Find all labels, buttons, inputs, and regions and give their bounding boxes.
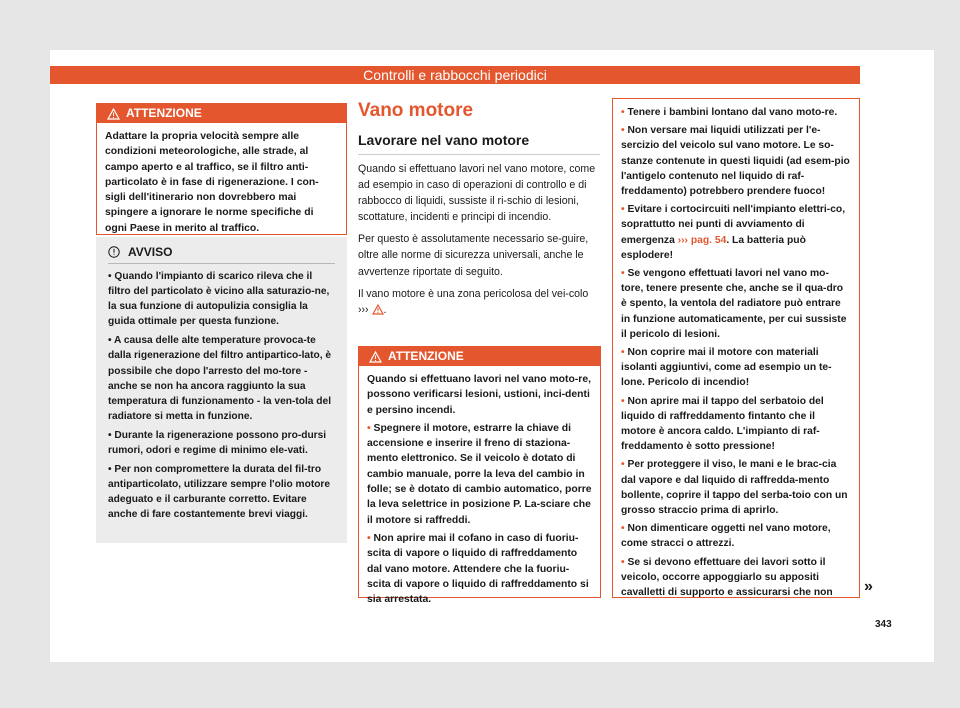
- right-warning-bullet: • Non dimenticare oggetti nel vano motore, come stracci o attrezzi.: [621, 523, 831, 550]
- left-warning-box: [96, 103, 347, 235]
- avviso-bullet: • A causa delle alte temperature provoca-te dalla rigenerazione del filtro antipartico-lato, è possibile che dopo l'arresto del mo-tore - anche se non ha ancora raggiunto la sua temperatura di funzionamento - la ven-tola del radiatore si metta in funzione.: [108, 335, 332, 422]
- right-warning-bullet: • Non versare mai liquidi utilizzati per l'e-sercizio del veicolo sul vano motore. Le so-stanze contenute in questi liquidi (ad esem-pio l'antigelo contenuto nel liquido di raf-freddamento) potrebbero prendere fuoco!: [621, 125, 850, 198]
- middle-warning-body: [359, 366, 600, 616]
- left-warning-heading: ATTENZIONE: [126, 106, 202, 120]
- info-circle-icon: [108, 246, 120, 258]
- page-header: Controlli e rabbocchi periodici: [50, 66, 860, 84]
- left-warning-header: [97, 104, 346, 123]
- right-warning-bullet: • Se si devono effettuare dei lavori sotto il veicolo, occorre appoggiarlo su appositi cavalletti di supporto e assicurarsi che non: [621, 556, 833, 599]
- middle-warning-bullet: • Spegnere il motore, estrarre la chiave di accensione e inserire il freno di staziona-mento elettronico. Se il veicolo è dotato di cambio manuale, porre la leva del cambio in folle; se è dotato di cambio automatico, porre la leva selettrice in posizione P. La-sciare che il motore si raffreddi.: [367, 422, 592, 526]
- avviso-box: [96, 237, 347, 543]
- body-paragraph: Per questo è assolutamente necessario se-guire, oltre alle norme di sicurezza universali, anche le avvertenze riportate di seguito.: [358, 233, 589, 278]
- avviso-heading: AVVISO: [128, 245, 173, 259]
- right-warning-bullet: • Non aprire mai il tappo del serbatoio del liquido di raffreddamento fintanto che il motore è ancora caldo. L'impianto di raf-freddamento è sotto pressione!: [621, 395, 824, 453]
- avviso-header: [96, 237, 347, 259]
- right-warning-bullet: • Se vengono effettuati lavori nel vano mo-tore, tenere presente che, anche se il qua-dro è spento, la ventola del radiatore può entrare in funzione automaticamente, per cui sussiste il pericolo di lesioni.: [621, 268, 847, 340]
- section-title: Vano motore: [358, 100, 474, 121]
- middle-warning-box: [358, 346, 601, 606]
- middle-warning-header: [359, 347, 600, 366]
- left-warning-text: Adattare la propria velocità sempre alle condizioni meteorologiche, alle strade, al campo aperto e al traffico, se il filtro anti-particolato è in fase di rigenerazione. I con-sigli dell'itinerario non dovrebbero mai spingere a ignorare le norme specifiche di ogni Paese in merito al traffico.: [105, 131, 319, 234]
- avviso-divider: [108, 263, 335, 264]
- right-warning-bullet: • Per proteggere il viso, le mani e le brac-cia dal vapore e dal liquido di raffredda-mento bollente, coprire il tappo del serba-toio con un grosso straccio prima di aprirlo.: [621, 459, 848, 517]
- body-paragraph: Quando si effettuano lavori nel vano motore, come ad esempio in caso di operazioni di controllo e di rabbocco di liquidi, sussiste il ri-schio di lesioni, scottature, incidenti e principi di incendio.: [358, 163, 596, 224]
- continue-indicator: »: [864, 578, 873, 595]
- avviso-body: [96, 259, 347, 523]
- body-paragraph: Il vano motore è una zona pericolosa del vei-colo ››› .: [358, 287, 589, 316]
- right-warning-bullet: • Evitare i cortocircuiti nell'impianto elettri-co, soprattutto nei punti di avviamento di emergenza ››› pag. 54. La batteria può esplodere!: [621, 204, 846, 261]
- right-warning-box: [612, 98, 860, 598]
- warning-triangle-icon: [107, 108, 120, 120]
- avviso-bullet: • Durante la rigenerazione possono pro-dursi rumori, odori e regime di minimo ele-vati.: [108, 429, 327, 457]
- avviso-bullet: • Per non compromettere la durata del fil-tro antiparticolato, utilizzare sempre l'olio motore adeguato e il carburante corretto. Evitare anche di fare costantemente brevi viaggi.: [108, 464, 331, 521]
- right-warning-bullet: • Tenere i bambini lontano dal vano moto-re.: [621, 107, 838, 118]
- right-warning-body: [613, 99, 859, 609]
- avviso-bullet: • Quando l'impianto di scarico rileva che il filtro del particolato è vicino alla saturazio-ne, la sua funzione di autopulizia consiglia la guida ottimale per questa funzione.: [108, 271, 330, 328]
- middle-warning-heading: ATTENZIONE: [388, 349, 464, 363]
- warning-triangle-icon: [372, 304, 384, 315]
- left-warning-body: [97, 123, 346, 245]
- page-reference-link[interactable]: ››› pag. 54: [677, 234, 727, 246]
- middle-column: [358, 100, 600, 318]
- middle-warning-bullet: • Non aprire mai il cofano in caso di fuoriu-scita di vapore o liquido di raffreddamento dal vano motore. Attendere che la fuoriu-scita di vapore o liquido di raffreddamento si sia arrestata.: [367, 532, 589, 606]
- warning-triangle-icon: [369, 351, 382, 363]
- right-warning-bullet: • Non coprire mai il motore con materiali isolanti aggiuntivi, come ad esempio un te-lone. Pericolo di incendio!: [621, 347, 832, 389]
- cross-reference-link[interactable]: ›››: [358, 303, 369, 316]
- section-subtitle: Lavorare nel vano motore: [358, 132, 600, 155]
- middle-warning-intro: Quando si effettuano lavori nel vano moto-re, possono verificarsi lesioni, ustioni, inci-denti e persino incendi.: [367, 374, 592, 416]
- page-number: 343: [875, 619, 892, 630]
